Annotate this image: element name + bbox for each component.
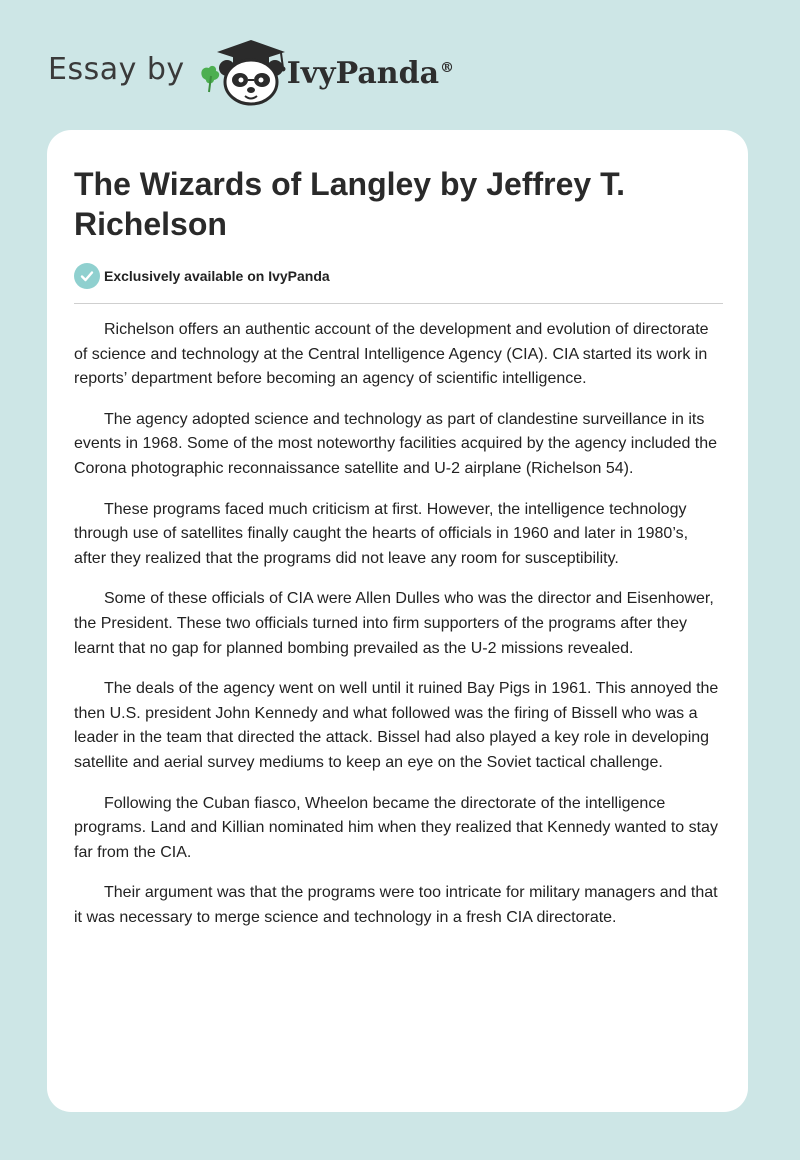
- paragraph: The deals of the agency went on well until it ruined Bay Pigs in 1961. This annoyed the then U.S. president John Kennedy and what followed was the firing of Bissell who was a leader in the team that directed the attack. Bissel had also played a key role in developing satellite and aerial survey mediums to keep an eye on the Soviet tactical challenge.: [74, 680, 719, 771]
- paragraph: Their argument was that the programs were too intricate for military managers and that it was necessary to merge science and technology in a fresh CIA directorate.: [74, 884, 718, 926]
- brand-name: IvyPanda®: [286, 55, 455, 91]
- ivy-leaf-icon: [201, 66, 219, 92]
- paragraph: These programs faced much criticism at first. However, the intelligence technology through use of satellites finally caught the hearts of officials in 1960 and later in 1980’s, after they realized that the programs did not leave any room for susceptibility.: [74, 500, 689, 567]
- divider: [74, 303, 723, 304]
- exclusive-badge: [74, 263, 330, 289]
- page-title: The Wizards of Langley by Jeffrey T. Richelson: [74, 166, 625, 242]
- essay-by-label: Essay by: [48, 51, 185, 87]
- paragraph: Some of these officials of CIA were Allen Dulles who was the director and Eisenhower, the President. These two officials turned into firm supporters of the programs after they learnt that no gap for planned bombing prevailed as the U-2 missions revealed.: [74, 590, 714, 657]
- essay-body: [74, 318, 724, 946]
- site-header-logo[interactable]: [48, 36, 454, 108]
- badge-label: Exclusively available on IvyPanda: [104, 268, 330, 284]
- panda-graduation-cap-icon: [197, 36, 293, 108]
- registered-mark: ®: [440, 59, 455, 76]
- paragraph: Following the Cuban fiasco, Wheelon became the directorate of the intelligence programs. Land and Killian nominated him when they realized that Kennedy wanted to stay far from the CIA.: [74, 794, 718, 861]
- paragraph: Richelson offers an authentic account of the development and evolution of directorate of science and technology at the Central Intelligence Agency (CIA). CIA started its work in reports’ department before becoming an agency of scientific intelligence.: [74, 321, 709, 388]
- paragraph: The agency adopted science and technology as part of clandestine surveillance in its events in 1968. Some of the most noteworthy facilities acquired by the agency included the Corona photographic reconnaissance satellite and U-2 airplane (Richelson 54).: [74, 410, 718, 477]
- essay-card: [47, 130, 748, 1112]
- check-circle-icon: [74, 263, 100, 289]
